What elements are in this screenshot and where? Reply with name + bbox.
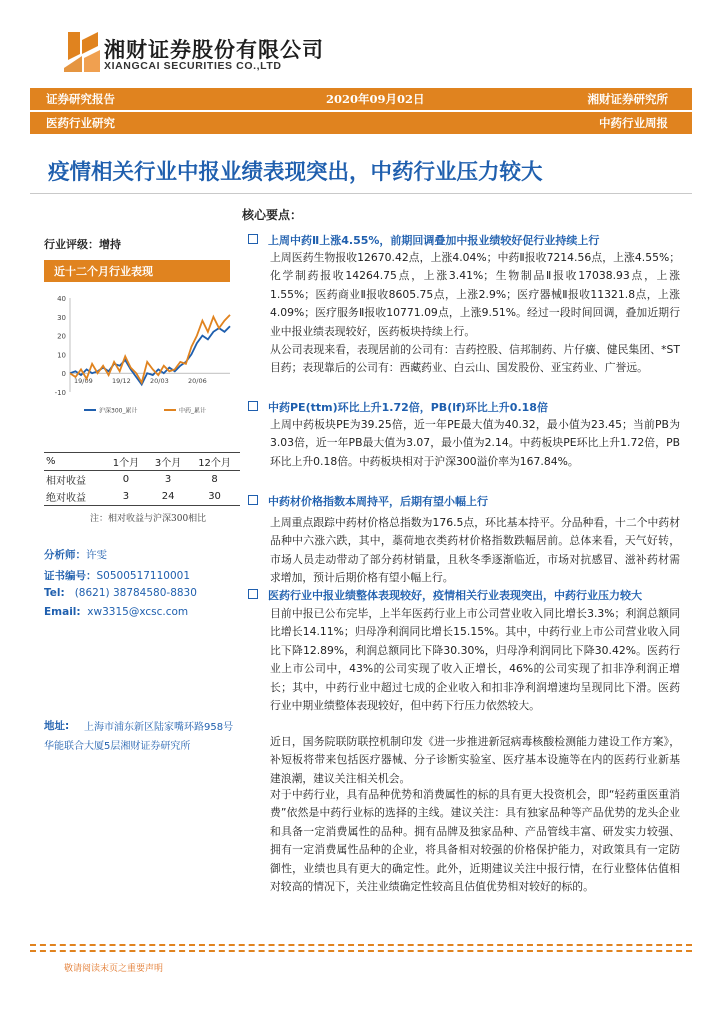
key-points-heading: 核心要点： — [242, 208, 303, 222]
table-cell: 30 — [189, 488, 240, 506]
section-1-paragraph-1: 上周医药生物报收12670.42点，上涨4.04%；中药Ⅱ报收7214.56点，上涨4.55%；化学制药报收14264.75点，上涨3.41%；生物制品Ⅱ报收17038.93点，上涨1.55%；医药商业Ⅱ报收8605.75点，上涨2.9%；医疗器械Ⅱ报收11321.8点，上涨4.09%；医疗服务Ⅱ报收10771.09点，上涨9.51%。经过一段时间回调，叠加近期行业中报业绩表现较好，医药板块持续上行。 — [270, 251, 680, 338]
checkbox-bullet-icon — [248, 589, 258, 599]
analyst-label: 分析师： — [44, 549, 86, 561]
title-divider — [30, 193, 692, 194]
footer-divider — [30, 944, 692, 946]
table-row — [44, 488, 240, 506]
section-4-paragraph-3: 对于中药行业，具有品种优势和消费属性的标的具有更大投资机会，即“轻药重医重消费”依然是中药行业标的选择的主线。建议关注：具有独家品种等产品优势的龙头企业和具备一定消费属性的品种。拥有品牌及独家品种、产品管线丰富、研发实力较强、拥有一定消费属性品种的企业，将具备相对较强的价格保护能力，对政策具有一定防御性，业绩也具有更大的确定性。此外，近期建议关注中报行情，在行业整体估值相对较高的情况下，关注业绩确定性较高且估值优势相对较好的标的。 — [270, 788, 680, 894]
y-tick-label: 30 — [57, 313, 66, 322]
section-3-paragraph-1: 上周重点跟踪中药材价格总指数为176.5点，环比基本持平。分品种看，十二个中药材品种中六涨六跌，其中，藁荷地衣类药材价格指数跌幅居前。总体来看，天气好转，市场人员走动带动了部分药材销量，且秋冬季逐渐临近，市场对抗感冒、滋补药材需求增加，预计后期价格有望小幅上行。 — [270, 516, 680, 585]
address-label: 地址: — [44, 720, 70, 732]
section-heading-text: 中药PE(ttm)环比上升1.72倍，PB(lf)环比上升0.18倍 — [268, 401, 548, 414]
x-tick-label: 20/06 — [188, 377, 207, 386]
y-tick-label: 40 — [57, 295, 66, 303]
report-type: 证券研究报告 — [46, 92, 115, 106]
checkbox-bullet-icon — [248, 234, 258, 244]
company-name-cn: 湘财证券股份有限公司 — [104, 38, 324, 62]
table-header-cell: 3个月 — [147, 453, 189, 471]
table-cell: 8 — [211, 474, 218, 485]
industry-rating: 行业评级：增持 — [44, 238, 121, 251]
table-header-row — [44, 453, 240, 471]
checkbox-bullet-icon — [248, 495, 258, 505]
table-row — [44, 471, 240, 489]
legend-label: 沪深300_累计 — [99, 407, 138, 415]
cert-number: S0500517110001 — [96, 570, 191, 582]
table-cell: 3 — [105, 488, 147, 506]
section-4-paragraph-1: 目前中报已公布完毕，上半年医药行业上市公司营业收入同比增长3.3%；利润总额同比增长14.11%；归母净利润同比增长15.15%。其中，中药行业上市公司营业收入同比下降12.89%，利润总额同比下降30.30%，归母净利润同比下降30.42%。医药行业上市公司中，43%的公司实现了收入正增长，46%的公司实现了扣非净利润正增长；其中，中药行业中超过七成的企业收入和扣非净利润增速均呈现同比下滑。医药行业中期业绩整体表现较好，但中药下行压力依然较大。 — [270, 607, 680, 713]
research-institute: 湘财证券研究所 — [587, 92, 668, 106]
tel-line — [44, 587, 197, 599]
y-tick-label: 20 — [57, 332, 66, 341]
section-1-paragraph-2: 从公司表现来看，表现居前的公司有：吉药控股、信邦制药、片仔癀、健民集团、*ST目药；表现靠后的公司有：西藏药业、白云山、国发股份、亚宝药业、广誉远。 — [270, 343, 680, 375]
table-cell: 24 — [147, 488, 189, 506]
header-bar-1 — [30, 88, 692, 110]
email-line — [44, 606, 188, 618]
checkbox-bullet-icon — [248, 401, 258, 411]
performance-heading-bar — [44, 260, 230, 282]
performance-table — [44, 452, 240, 506]
header-bar-2 — [30, 112, 692, 134]
row-label: 绝对收益 — [44, 488, 105, 506]
email-value: xw3315@xcsc.com — [87, 606, 189, 618]
y-tick-label: 0 — [61, 370, 66, 379]
section-heading-3 — [248, 493, 488, 509]
section-heading-1 — [248, 232, 599, 248]
table-header-cell: % — [44, 453, 105, 471]
performance-heading: 近十二个月行业表现 — [54, 265, 153, 278]
x-tick-label: 19/12 — [112, 377, 131, 386]
x-tick-label: 19/09 — [74, 377, 93, 386]
table-header-cell: 1个月 — [105, 453, 147, 471]
table-cell: 3 — [164, 474, 172, 485]
page-title: 疫情相关行业中报业绩表现突出，中药行业压力较大 — [48, 160, 543, 185]
section-4-paragraph-2: 近日，国务院联防联控机制印发《进一步推进新冠病毒核酸检测能力建设工作方案》，补短板将带来包括医疗器械、分子诊断实验室、医疗基本设施等在内的医药行业新基建浪潮，建议关注相关机会。 — [270, 735, 680, 785]
research-field: 医药行业研究 — [46, 116, 115, 130]
tel-label: Tel: — [44, 587, 65, 599]
report-series: 中药行业周报 — [599, 116, 668, 130]
y-tick-label: -10 — [54, 389, 66, 397]
analyst-line — [44, 547, 107, 562]
row-label: 相对收益 — [46, 476, 86, 487]
company-name-en: XIANGCAI SECURITIES CO.,LTD — [104, 60, 282, 72]
cert-label: 证书编号： — [44, 570, 97, 582]
disclaimer-note: 敬请阅读末页之重要声明 — [64, 964, 164, 974]
section-heading-text: 中药材价格指数本周持平，后期有望小幅上行 — [268, 495, 488, 508]
company-logo-icon — [58, 28, 106, 76]
analyst-name: 许雯 — [86, 549, 107, 561]
table-note: 注：相对收益与沪深300相比 — [90, 514, 207, 524]
email-label: Email: — [44, 606, 81, 618]
series-line — [70, 326, 230, 384]
table-header-cell: 12个月 — [189, 453, 240, 471]
x-tick-label: 20/03 — [150, 377, 169, 386]
footer-divider — [30, 950, 692, 952]
section-heading-2 — [248, 399, 548, 415]
section-heading-text: 医药行业中报业绩整体表现较好，疫情相关行业表现突出，中药行业压力较大 — [268, 589, 642, 602]
table-cell: 0 — [122, 474, 130, 485]
cert-line — [44, 568, 190, 583]
section-2-paragraph-1: 上周中药板块PE为39.25倍，近一年PE最大值为40.32，最小值为23.45；当前PB为3.03倍，近一年PB最大值为3.07，最小值为2.14。中药板块PE环比上升1.72倍，PB环比上升0.18倍。中药板块相对于沪深300溢价率为167.84%。 — [270, 418, 680, 468]
performance-chart — [44, 288, 234, 418]
section-heading-text: 上周中药Ⅱ上涨4.55%，前期回调叠加中报业绩较好促行业持续上行 — [268, 234, 600, 247]
section-heading-4 — [248, 587, 642, 603]
tel-value: (8621) 38784580-8830 — [74, 587, 197, 599]
report-date: 2020年09月02日 — [326, 92, 425, 106]
y-tick-label: 10 — [57, 351, 66, 360]
legend-label: 中药_累计 — [179, 407, 207, 415]
address-text: 上海市浦东新区陆家嘴环路958号华能联合大厦5层湘财证券研究所 — [44, 722, 234, 752]
